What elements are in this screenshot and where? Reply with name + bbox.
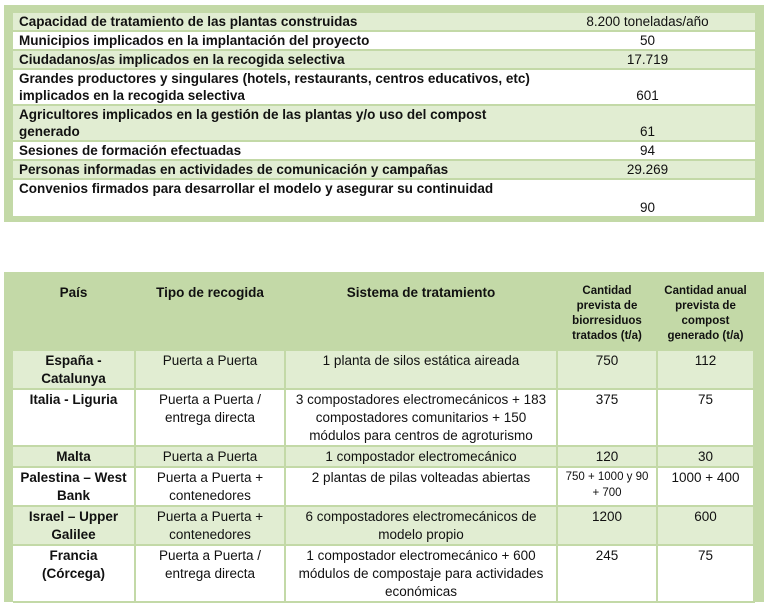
row-label: Sesiones de formación efectuadas [19,143,242,158]
row-value: 61 [639,124,656,139]
row-label: Ciudadanos/as implicados en la recogida selectiva [19,52,345,67]
cell-bio: 375 [557,389,657,446]
row-label: Convenios firmados para desarrollar el modelo y asegurar su continuidad [19,181,494,196]
cell-pais: Malta [13,446,135,467]
table-row [13,50,755,69]
cell-bio: 120 [557,446,657,467]
row-value: 50 [639,33,656,48]
cell-sistema: 6 compostadores electromecánicos de modelo propio [285,506,557,545]
row-label: Agricultores implicados en la gestión de las plantas y/o uso del compost generado [19,107,487,139]
header-pais: País [13,282,135,350]
cell-sistema: 1 compostador electromecánico [285,446,557,467]
header-cantidad-compost: Cantidad anual prevista de compost generado (t/a) [657,282,754,350]
row-label: Grandes productores y singulares (hotels, restaurants, centros educativos, etc) implicados en la recogida selectiva [19,71,530,103]
table-row [13,179,755,217]
table-row [13,506,754,545]
cell-sistema: 1 planta de silos estática aireada [285,350,557,389]
countries-table [13,282,755,603]
cell-tipo: Puerta a Puerta + contenedores [135,506,285,545]
cell-pais: Italia - Liguria [13,389,135,446]
summary-table-panel [4,5,764,222]
cell-sistema: 2 plantas de pilas volteadas abiertas [285,467,557,506]
cell-compost: 112 [657,350,754,389]
cell-compost: 75 [657,389,754,446]
cell-sistema: 3 compostadores electromecánicos + 183 compostadores comunitarios + 150 módulos para centros de agroturismo [285,389,557,446]
row-value: 601 [636,88,659,103]
table-header-row [13,282,754,350]
cell-pais: España - Catalunya [13,350,135,389]
cell-pais: Israel – Upper Galilee [13,506,135,545]
cell-compost: 600 [657,506,754,545]
cell-tipo: Puerta a Puerta [135,350,285,389]
cell-tipo: Puerta a Puerta + contenedores [135,467,285,506]
cell-compost: 1000 + 400 [657,467,754,506]
cell-tipo: Puerta a Puerta / entrega directa [135,545,285,602]
cell-tipo: Puerta a Puerta / entrega directa [135,389,285,446]
row-value: 8.200 toneladas/año [586,14,709,29]
table-row [13,31,755,50]
cell-bio: 245 [557,545,657,602]
table-row [13,389,754,446]
row-value: 90 [639,200,656,215]
row-value: 29.269 [626,162,669,177]
countries-table-panel [4,272,764,602]
cell-sistema: 1 compostador electromecánico + 600 módulos de compostaje para actividades económicas [285,545,557,602]
row-label: Municipios implicados en la implantación del proyecto [19,33,370,48]
table-row [13,105,755,141]
row-value: 17.719 [626,52,669,67]
cell-bio: 1200 [557,506,657,545]
row-label: Personas informadas en actividades de comunicación y campañas [19,162,449,177]
header-tipo: Tipo de recogida [135,282,285,350]
header-sistema: Sistema de tratamiento [285,282,557,350]
table-row [13,446,754,467]
cell-pais: Palestina – West Bank [13,467,135,506]
header-cantidad-bio: Cantidad prevista de biorresiduos tratados (t/a) [557,282,657,350]
table-row [13,350,754,389]
summary-table [13,13,755,218]
cell-tipo: Puerta a Puerta [135,446,285,467]
cell-bio: 750 + 1000 y 90 + 700 [557,467,657,506]
cell-pais: Francia (Córcega) [13,545,135,602]
cell-compost: 30 [657,446,754,467]
table-row [13,160,755,179]
cell-compost: 75 [657,545,754,602]
table-row [13,141,755,160]
table-row [13,545,754,602]
row-value: 94 [639,143,656,158]
table-row [13,13,755,31]
row-label: Capacidad de tratamiento de las plantas construidas [19,14,358,29]
table-row [13,467,754,506]
table-row [13,69,755,105]
cell-bio: 750 [557,350,657,389]
